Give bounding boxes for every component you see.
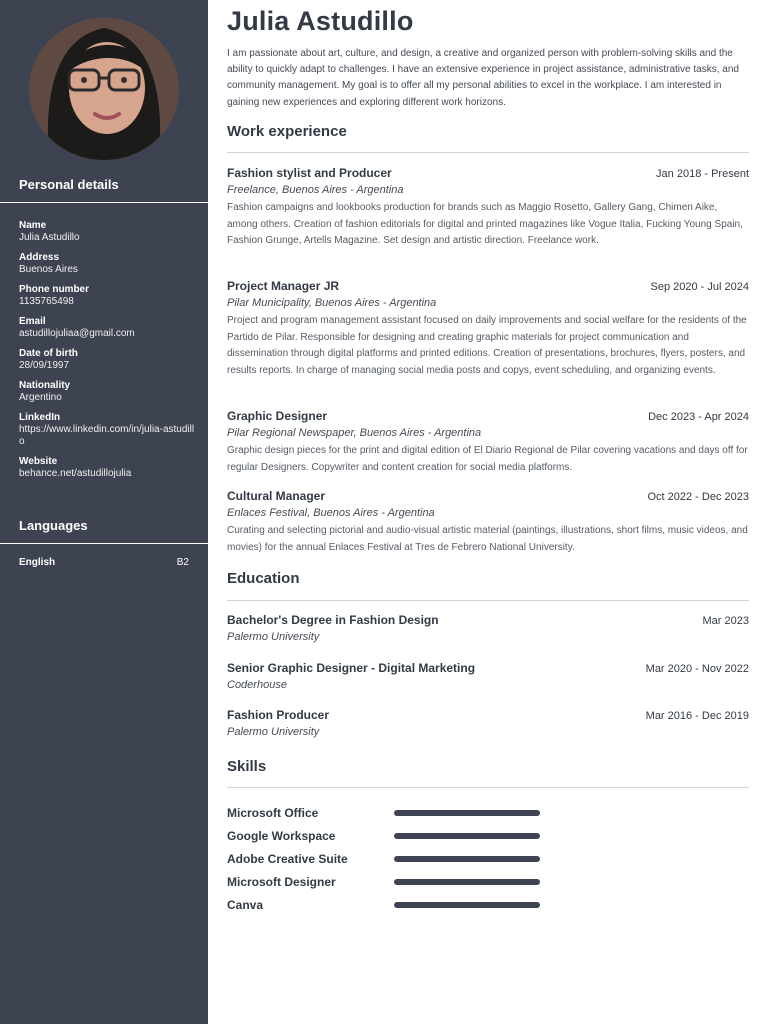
work-entry [227, 409, 749, 476]
detail-value: Julia Astudillo [19, 232, 80, 243]
degree-title: Fashion Producer [227, 708, 330, 722]
skills-heading: Skills [227, 758, 267, 775]
skill-name: Google Workspace [227, 829, 336, 844]
detail-birthdate [19, 348, 199, 372]
degree-date: Mar 2023 [702, 615, 749, 627]
degree-title: Bachelor's Degree in Fashion Design [227, 613, 439, 627]
job-date: Oct 2022 - Dec 2023 [647, 491, 749, 503]
detail-label: Date of birth [19, 348, 78, 359]
language-name: English [19, 557, 56, 568]
skill-item [227, 893, 749, 916]
job-employer: Enlaces Festival, Buenos Aires - Argentina [227, 507, 435, 519]
languages-heading: Languages [19, 518, 88, 533]
education-entry [227, 708, 749, 738]
work-experience-heading: Work experience [227, 123, 347, 140]
language-level: B2 [176, 557, 189, 568]
job-description: Graphic design pieces for the print and digital edition of El Diario Regional de Pilar covering vacations and days off for regular Designers. Copywriter and content creation for social media platforms. [227, 445, 748, 473]
skills-list [227, 802, 749, 916]
work-entry [227, 279, 749, 379]
skill-item [227, 802, 749, 825]
detail-label: Nationality [19, 380, 71, 391]
detail-label: Email [19, 316, 46, 327]
skill-name: Adobe Creative Suite [227, 851, 348, 866]
job-description: Fashion campaigns and lookbooks production for brands such as Maggio Rosetto, Gallery Gang, Chimen Aike, among others. Creation of fashion editorials for digital and printed magazines like Vogue Italia, Fucking Young Spain, Fashion Grunge, Artells Magazine. Set design and artistic direction. Freelance work. [227, 202, 743, 246]
education-divider [227, 600, 749, 601]
detail-value: Buenos Aires [19, 264, 78, 275]
sidebar [0, 0, 208, 1024]
language-item [19, 557, 189, 568]
detail-label: Address [19, 252, 60, 263]
website-link[interactable]: behance.net/astudillojulia [19, 468, 132, 479]
detail-value: Argentino [19, 392, 62, 403]
job-title: Graphic Designer [227, 409, 328, 423]
institution: Palermo University [227, 726, 320, 738]
personal-details-divider [0, 202, 208, 203]
profile-photo-image [29, 18, 179, 160]
job-description: Curating and selecting pictorial and audio-visual artistic material (paintings, illustrations, short films, music videos, and movies) for the annual Enlaces Festival at Tres de Febrero National University. [227, 525, 748, 553]
skill-level-bar [394, 810, 540, 816]
job-description: Project and program management assistant focused on daily improvements and social welfare for the residents of the Partido de Pilar. Responsible for designing and creating graphic materials for project communication and dissemination through digital platforms and printed editions. Creation of presentations, brochures, flyers, posters, and results reports. In charge of managing social media posts and copys, event scheduling, and organizing events. [227, 315, 747, 376]
detail-phone [19, 284, 199, 308]
job-date: Dec 2023 - Apr 2024 [648, 411, 749, 423]
detail-email [19, 316, 199, 340]
job-title: Project Manager JR [227, 279, 340, 293]
work-entry [227, 166, 749, 250]
job-employer: Freelance, Buenos Aires - Argentina [227, 184, 404, 196]
job-title: Fashion stylist and Producer [227, 166, 392, 180]
job-employer: Pilar Regional Newspaper, Buenos Aires - Argentina [227, 427, 482, 439]
detail-linkedin [19, 412, 199, 448]
degree-date: Mar 2016 - Dec 2019 [645, 710, 749, 722]
institution: Coderhouse [227, 679, 287, 691]
skill-item [227, 848, 749, 871]
skill-item [227, 825, 749, 848]
linkedin-link[interactable]: https://www.linkedin.com/in/julia-astudillo [19, 424, 195, 447]
profile-photo [29, 18, 179, 160]
skill-level-bar [394, 856, 540, 862]
detail-nationality [19, 380, 199, 404]
education-heading: Education [227, 570, 300, 587]
skill-item [227, 870, 749, 893]
skill-level-bar [394, 879, 540, 885]
personal-details-list [19, 220, 199, 488]
detail-label: Name [19, 220, 47, 231]
work-experience-divider [227, 152, 749, 153]
detail-website [19, 456, 199, 480]
detail-value: astudillojuliaa@gmail.com [19, 328, 135, 339]
skills-divider [227, 787, 749, 788]
skill-level-bar [394, 833, 540, 839]
candidate-name: Julia Astudillo [227, 6, 414, 36]
education-entry [227, 613, 749, 643]
detail-value: 28/09/1997 [19, 360, 70, 371]
profile-summary: I am passionate about art, culture, and design, a creative and organized person with problem-solving skills and the ability to quickly adapt to challenges. I have an extensive experience in project assistance, administrative tasks, and community management. My goal is to offer all my personal abilities to excel in the workplace. I am interested in gaining new experiences and exploring different work horizons. [227, 48, 739, 108]
job-date: Sep 2020 - Jul 2024 [650, 281, 749, 293]
languages-divider [0, 543, 208, 544]
skill-name: Microsoft Office [227, 806, 319, 821]
personal-details-heading: Personal details [19, 177, 119, 192]
skill-level-bar [394, 902, 540, 908]
degree-date: Mar 2020 - Nov 2022 [645, 663, 749, 675]
job-title: Cultural Manager [227, 489, 326, 503]
skill-name: Microsoft Designer [227, 874, 336, 889]
institution: Palermo University [227, 631, 320, 643]
detail-label: LinkedIn [19, 412, 61, 423]
detail-name [19, 220, 199, 244]
education-entry [227, 661, 749, 691]
job-date: Jan 2018 - Present [656, 168, 749, 180]
work-entry [227, 489, 749, 556]
job-employer: Pilar Municipality, Buenos Aires - Argentina [227, 297, 437, 309]
detail-value: 1135765498 [19, 296, 74, 307]
skill-name: Canva [227, 897, 264, 912]
detail-address [19, 252, 199, 276]
detail-label: Website [19, 456, 58, 467]
detail-label: Phone number [19, 284, 90, 295]
degree-title: Senior Graphic Designer - Digital Marketing [227, 661, 476, 675]
